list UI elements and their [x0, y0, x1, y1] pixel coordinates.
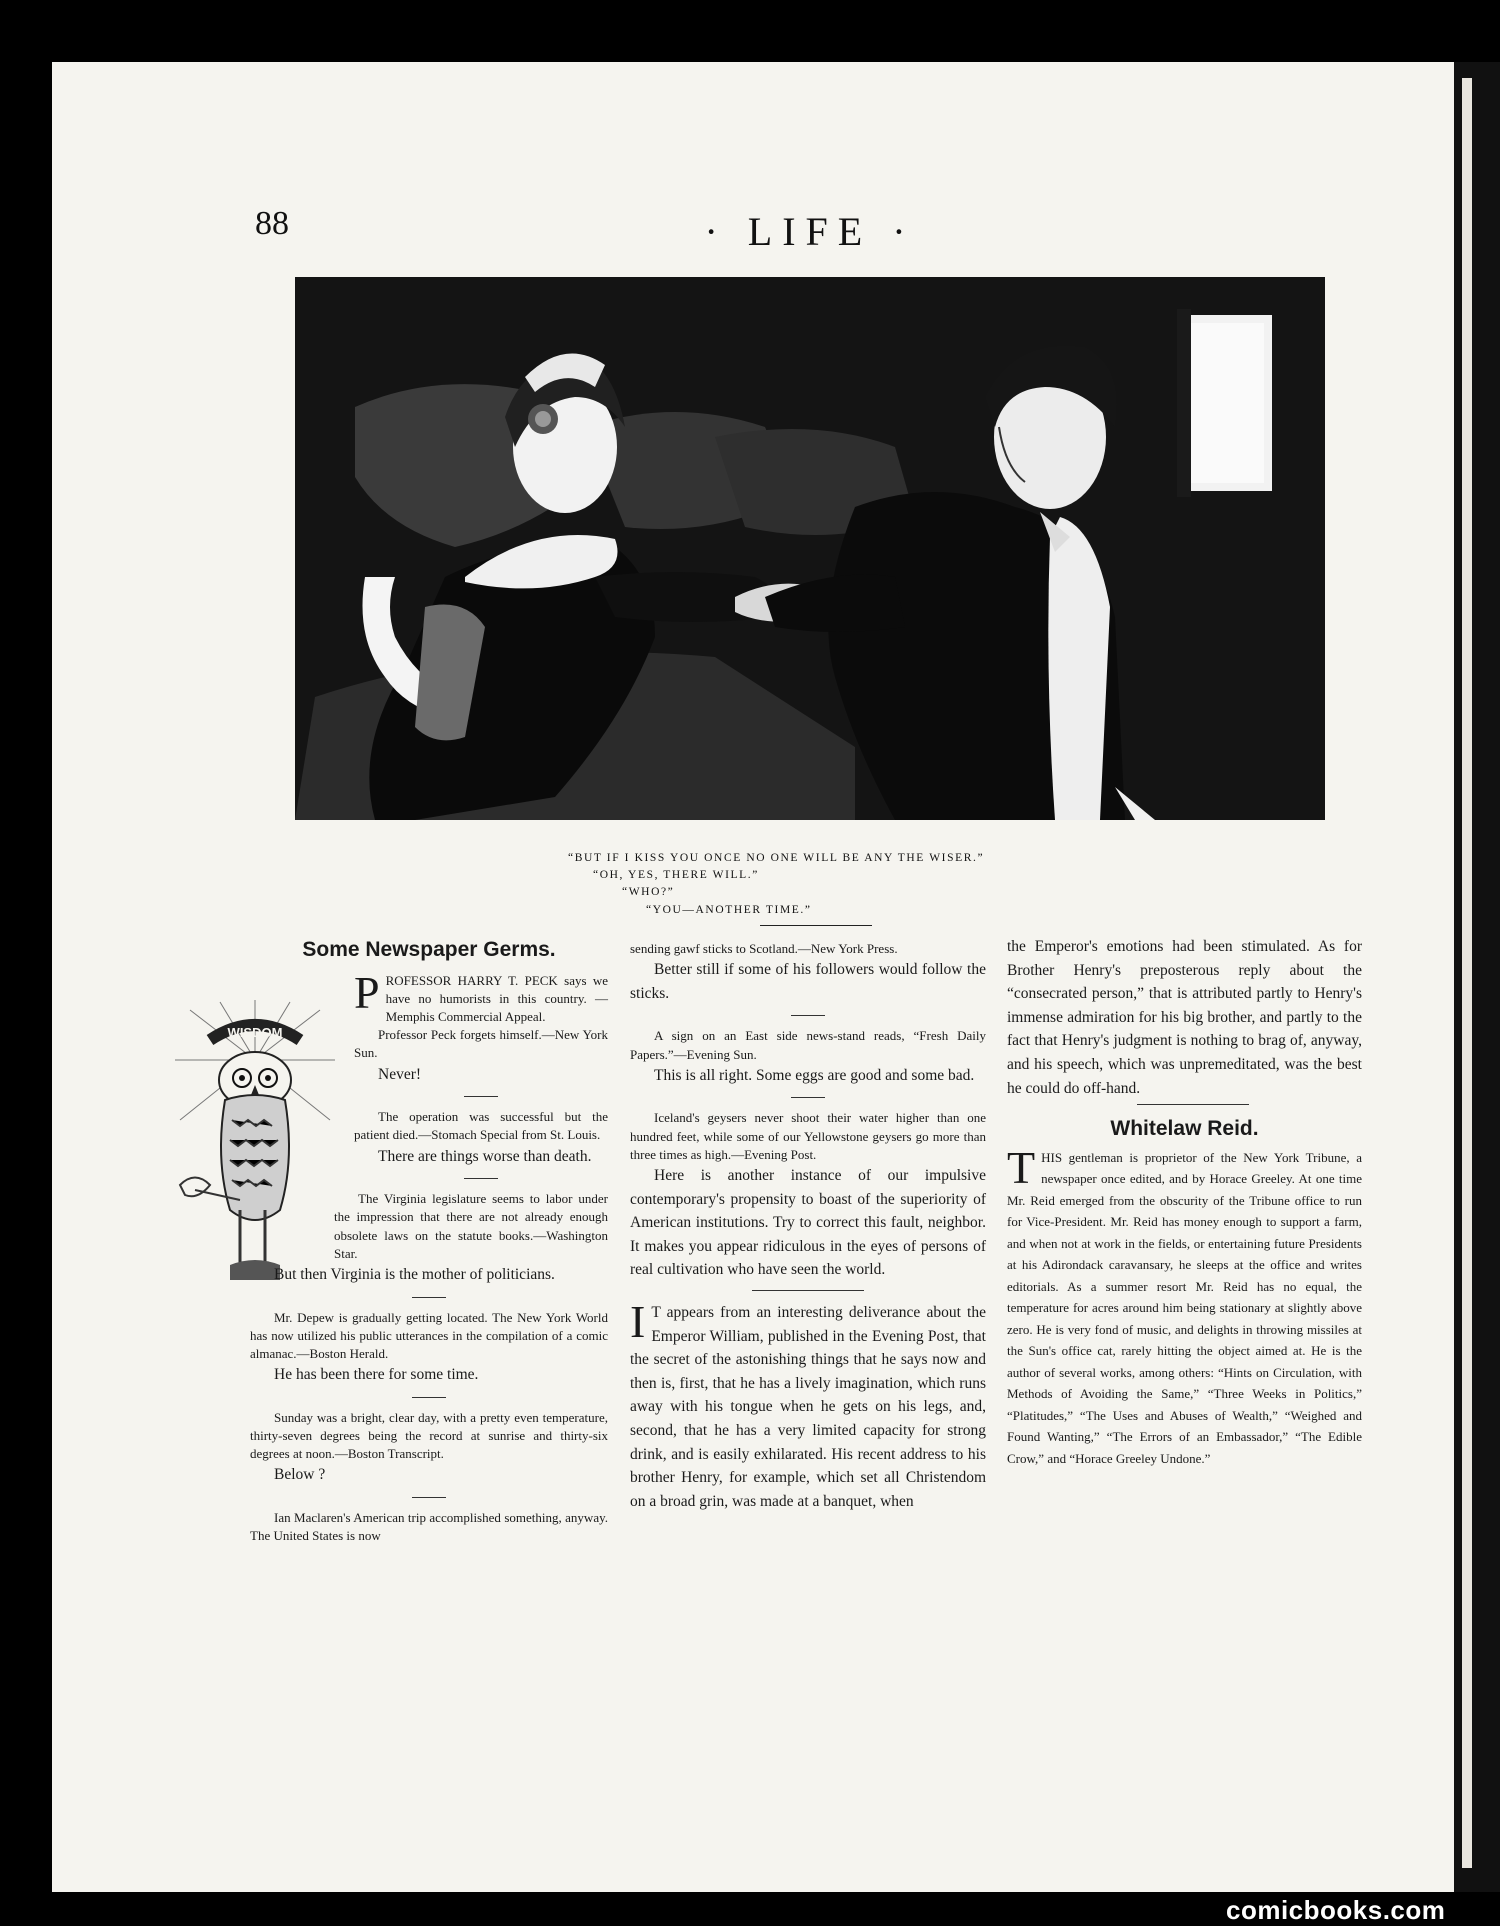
separator [791, 1097, 825, 1098]
page-number: 88 [255, 205, 289, 242]
separator [412, 1297, 446, 1298]
col3-paragraph-1: the Emperor's emotions had been stimulated. As for Brother Henry's preposterous reply about the “consecrated person,” that is attributed partly to Henry's immense admiration for his big brother, and partly to the fact that Henry's judgment is nothing to brag of, anyway, and his speech, which was unpremeditated, was the best he could do off-hand. [1007, 938, 1362, 1097]
owl-banner-text: WISDOM [227, 1025, 283, 1040]
heading-newspaper-germs: Some Newspaper Germs. [302, 938, 556, 961]
caption-line-3: “WHO?” [622, 886, 675, 898]
drop-cap-t: T [1007, 1141, 1036, 1193]
col2-paragraph-3: A sign on an East side news-stand reads, “Fresh Daily Papers.”—Evening Sun. [630, 1028, 986, 1062]
col2-paragraph-4: This is all right. Some eggs are good and some bad. [654, 1066, 975, 1084]
caption-rule [760, 925, 872, 926]
col2-paragraph-7: T appears from an interesting deliverance about the Emperor William, published in the Evening Post, that the secret of the astonishing things that he says now and then is, first, that he has a lively imagination, which runs away with his tongue when he gets on his legs, and, second, that he has a very limited capacity for strong drink, and is easily exhilarated. His recent address to his brother Henry, for example, which set all Christendom on a broad grin, was made at a banquet, when [630, 1303, 986, 1510]
separator [412, 1397, 446, 1398]
separator [412, 1497, 446, 1498]
col2-paragraph-5: Iceland's geysers never shoot their water higher than one hundred feet, while some of our Yellowstone geysers go more than three times as high.—Evening Post. [630, 1110, 986, 1162]
col2-paragraph-1: sending gawf sticks to Scotland.—New York Press. [630, 941, 898, 956]
masthead: · LIFE · [704, 209, 916, 254]
drop-cap-i: I [630, 1295, 646, 1347]
column-3 [1007, 935, 1362, 1469]
separator [464, 1096, 498, 1097]
col3-paragraph-2: HIS gentleman is proprietor of the New York Tribune, a newspaper once edited, and by Horace Greeley. At one time Mr. Reid emerged from the obscurity of the Tribune office to run for Vice-President. Mr. Reid has money enough to support a farm, and when not at work in the fields, or entertaining future Presidents at his Adirondack caravansary, he sleeps at the office and writes editorials. As a summer resort Mr. Reid has no equal, the temperature for acres around him being stationary at slightly above zero. He is very fond of music, and delights in throwing missiles at the Sun's office cat, rarely hitting the object aimed at. He is the author of several works, among others: “Hints on Circulation, with Methods of Avoiding the Same,” “Three Weeks in Politics,” “Platitudes,” “The Uses and Abuses of Wealth,” “Weighed and Found Wanting,” “The Errors of an Embassador,” “The Edible Crow,” and “Horace Greeley Undone.” [1007, 1149, 1362, 1466]
site-watermark: comicbooks.com [1226, 1895, 1446, 1925]
col1-paragraph-11: Below ? [274, 1466, 326, 1484]
adjacent-page-edge [1452, 62, 1500, 1892]
caption-line-2: “OH, YES, THERE WILL.” [593, 869, 759, 881]
col1-paragraph-2: Professor Peck forgets himself.—New York Sun. [354, 1027, 608, 1061]
adjacent-page-strip [1462, 78, 1472, 1868]
column-2 [630, 940, 986, 1513]
separator [791, 1015, 825, 1016]
separator [464, 1178, 498, 1179]
col1-paragraph-8: Mr. Depew is gradually getting located. The New York World has now utilized his public utterances in the compilation of a comic almanac.—Boston Herald. [250, 1309, 608, 1362]
col1-paragraph-3: Never! [378, 1065, 422, 1083]
col1-paragraph-10: Sunday was a bright, clear day, with a pretty even temperature, thirty-seven degrees being the record at sunrise and thirty-six degrees at noon.—Boston Transcript. [250, 1409, 608, 1462]
caption-line-1: “BUT IF I KISS YOU ONCE NO ONE WILL BE ANY THE WISER.” [568, 852, 985, 864]
separator-wide [752, 1290, 864, 1291]
column-1 [250, 938, 608, 1545]
col2-paragraph-2: Better still if some of his followers would follow the sticks. [630, 961, 986, 1002]
col1-paragraph-6: The Virginia legislature seems to labor under the impression that there are not already enough obsolete laws on the statute books.—Washington Star. [334, 1191, 608, 1261]
heading-whitelaw-reid: Whitelaw Reid. [1110, 1117, 1259, 1141]
cartoon-illustration [295, 277, 1325, 820]
drop-cap-p: P [354, 966, 380, 1018]
col1-paragraph-9: He has been there for some time. [274, 1366, 479, 1384]
col1-paragraph-12: Ian Maclaren's American trip accomplished something, anyway. The United States is now [250, 1510, 608, 1544]
separator-wide [1137, 1104, 1249, 1105]
col1-paragraph-4: The operation was successful but the patient died.—Stomach Special from St. Louis. [354, 1109, 608, 1143]
caption-line-4: “YOU—ANOTHER TIME.” [646, 904, 812, 916]
col1-paragraph-1: ROFESSOR HARRY T. PECK says we have no humorists in this country. — Memphis Commercial Appeal. [385, 972, 608, 1024]
col2-paragraph-6: Here is another instance of our impulsive contemporary's propensity to boast of the superiority of American institutions. Try to correct this fault, neighbor. It makes you appear ridiculous in the eyes of persons of real cultivation who have seen the world. [630, 1167, 986, 1279]
col1-paragraph-5: There are things worse than death. [378, 1147, 592, 1165]
col1-paragraph-7: But then Virginia is the mother of politicians. [274, 1266, 555, 1284]
